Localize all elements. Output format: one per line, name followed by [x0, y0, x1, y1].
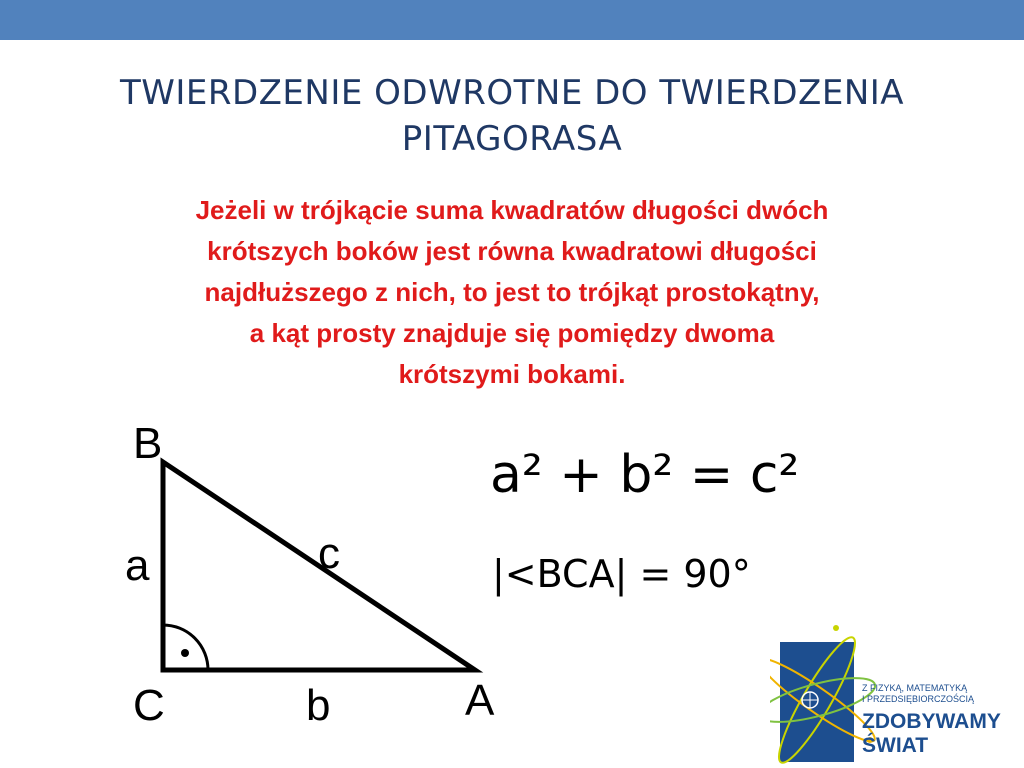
logo-tagline-line-1: Z FIZYKĄ, MATEMATYKĄ — [862, 683, 968, 693]
vertex-c-label: C — [133, 681, 165, 730]
logo-name-line-1: ZDOBYWAMY — [862, 710, 1001, 733]
right-angle-dot — [181, 649, 189, 657]
right-angle-formula: |<BCA| = 90° — [492, 552, 751, 596]
slide-title-line-2: PITAGORASA — [401, 119, 623, 159]
right-triangle-diagram — [110, 410, 530, 730]
theorem-line-5: krótszymi bokami. — [398, 359, 626, 389]
side-a-label: a — [125, 541, 150, 590]
project-logo — [770, 620, 1024, 768]
theorem-line-2: krótszych boków jest równa kwadratowi długości — [207, 236, 817, 266]
vertex-a-label: A — [465, 676, 495, 725]
top-accent-bar — [0, 0, 1024, 40]
right-angle-arc — [163, 625, 208, 670]
vertex-b-label: B — [133, 419, 163, 468]
side-c-label: c — [318, 529, 340, 578]
slide-title-line-1: TWIERDZENIE ODWROTNE DO TWIERDZENIA — [119, 73, 905, 113]
theorem-line-3: najdłuższego z nich, to jest to trójkąt prostokątny, — [204, 277, 820, 307]
logo-tagline-line-2: I PRZEDSIĘBIORCZOŚCIĄ — [862, 694, 975, 704]
theorem-line-4: a kąt prosty znajduje się pomiędzy dwoma — [249, 318, 775, 348]
slide-title — [40, 70, 984, 162]
theorem-text — [60, 190, 964, 395]
logo-dot-1 — [833, 625, 839, 631]
theorem-line-1: Jeżeli w trójkącie suma kwadratów długości dwóch — [195, 195, 829, 225]
pythagoras-formula: a² + b² = c² — [490, 445, 800, 505]
side-b-label: b — [306, 681, 331, 730]
logo-name-line-2: ŚWIAT — [862, 734, 929, 757]
